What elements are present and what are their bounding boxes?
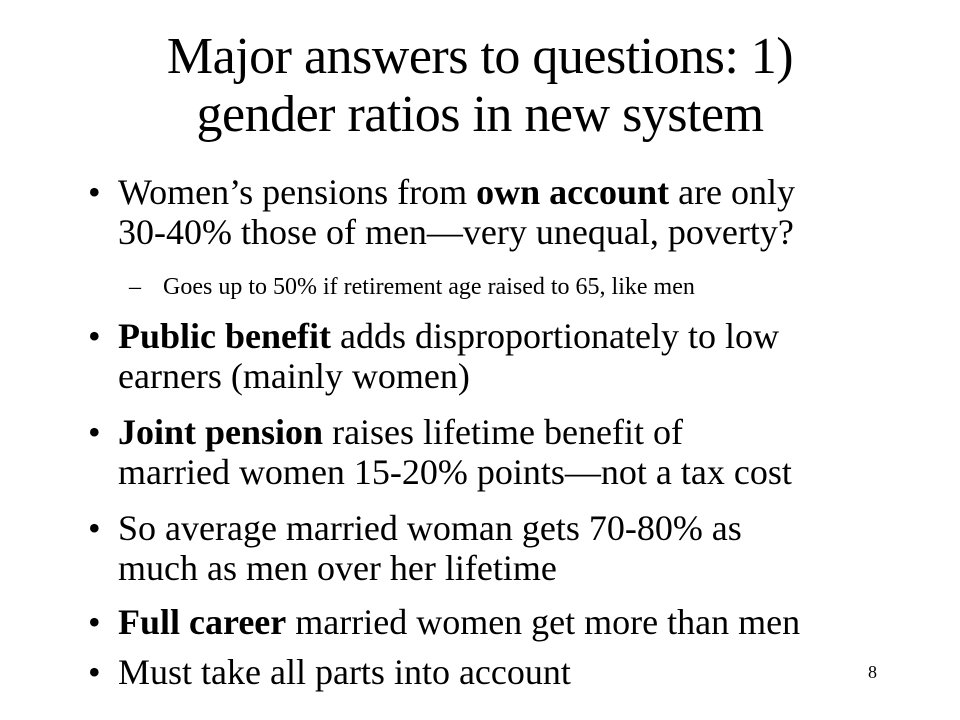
- bullet-marker: •: [88, 316, 101, 356]
- bullet-text: Joint pension raises lifetime benefit of married women 15-20% points—not a tax cost: [118, 412, 792, 492]
- bullet-public-benefit: [88, 316, 888, 396]
- bullet-joint-pension: [88, 412, 888, 492]
- bullet-all-parts: [88, 652, 888, 692]
- bullet-text: Must take all parts into account: [118, 652, 571, 692]
- sub-bullet-marker: –: [129, 274, 141, 300]
- bullet-own-account: [88, 172, 888, 252]
- bullet-marker: •: [88, 602, 101, 642]
- page-number: 8: [868, 662, 877, 682]
- sub-bullet-text: Goes up to 50% if retirement age raised to 65, like men: [163, 274, 695, 300]
- bullet-text: Public benefit adds disproportionately to low earners (mainly women): [118, 316, 779, 396]
- bullet-average-married-woman: [88, 508, 888, 588]
- bullet-text: Women’s pensions from own account are only 30-40% those of men—very unequal, poverty?: [118, 172, 796, 252]
- bullet-marker: •: [88, 508, 101, 548]
- bullet-marker: •: [88, 652, 101, 692]
- bullet-marker: •: [88, 172, 101, 212]
- slide-title: [60, 28, 900, 144]
- bullet-text: Full career married women get more than men: [118, 602, 801, 642]
- title-line-1: Major answers to questions: 1): [166, 28, 794, 85]
- bullet-full-career: [88, 602, 888, 642]
- sub-bullet-retirement-age: [129, 272, 889, 302]
- bullet-text: So average married woman gets 70-80% as much as men over her lifetime: [118, 508, 742, 588]
- title-line-2: gender ratios in new system: [196, 86, 764, 143]
- bullet-marker: •: [88, 412, 101, 452]
